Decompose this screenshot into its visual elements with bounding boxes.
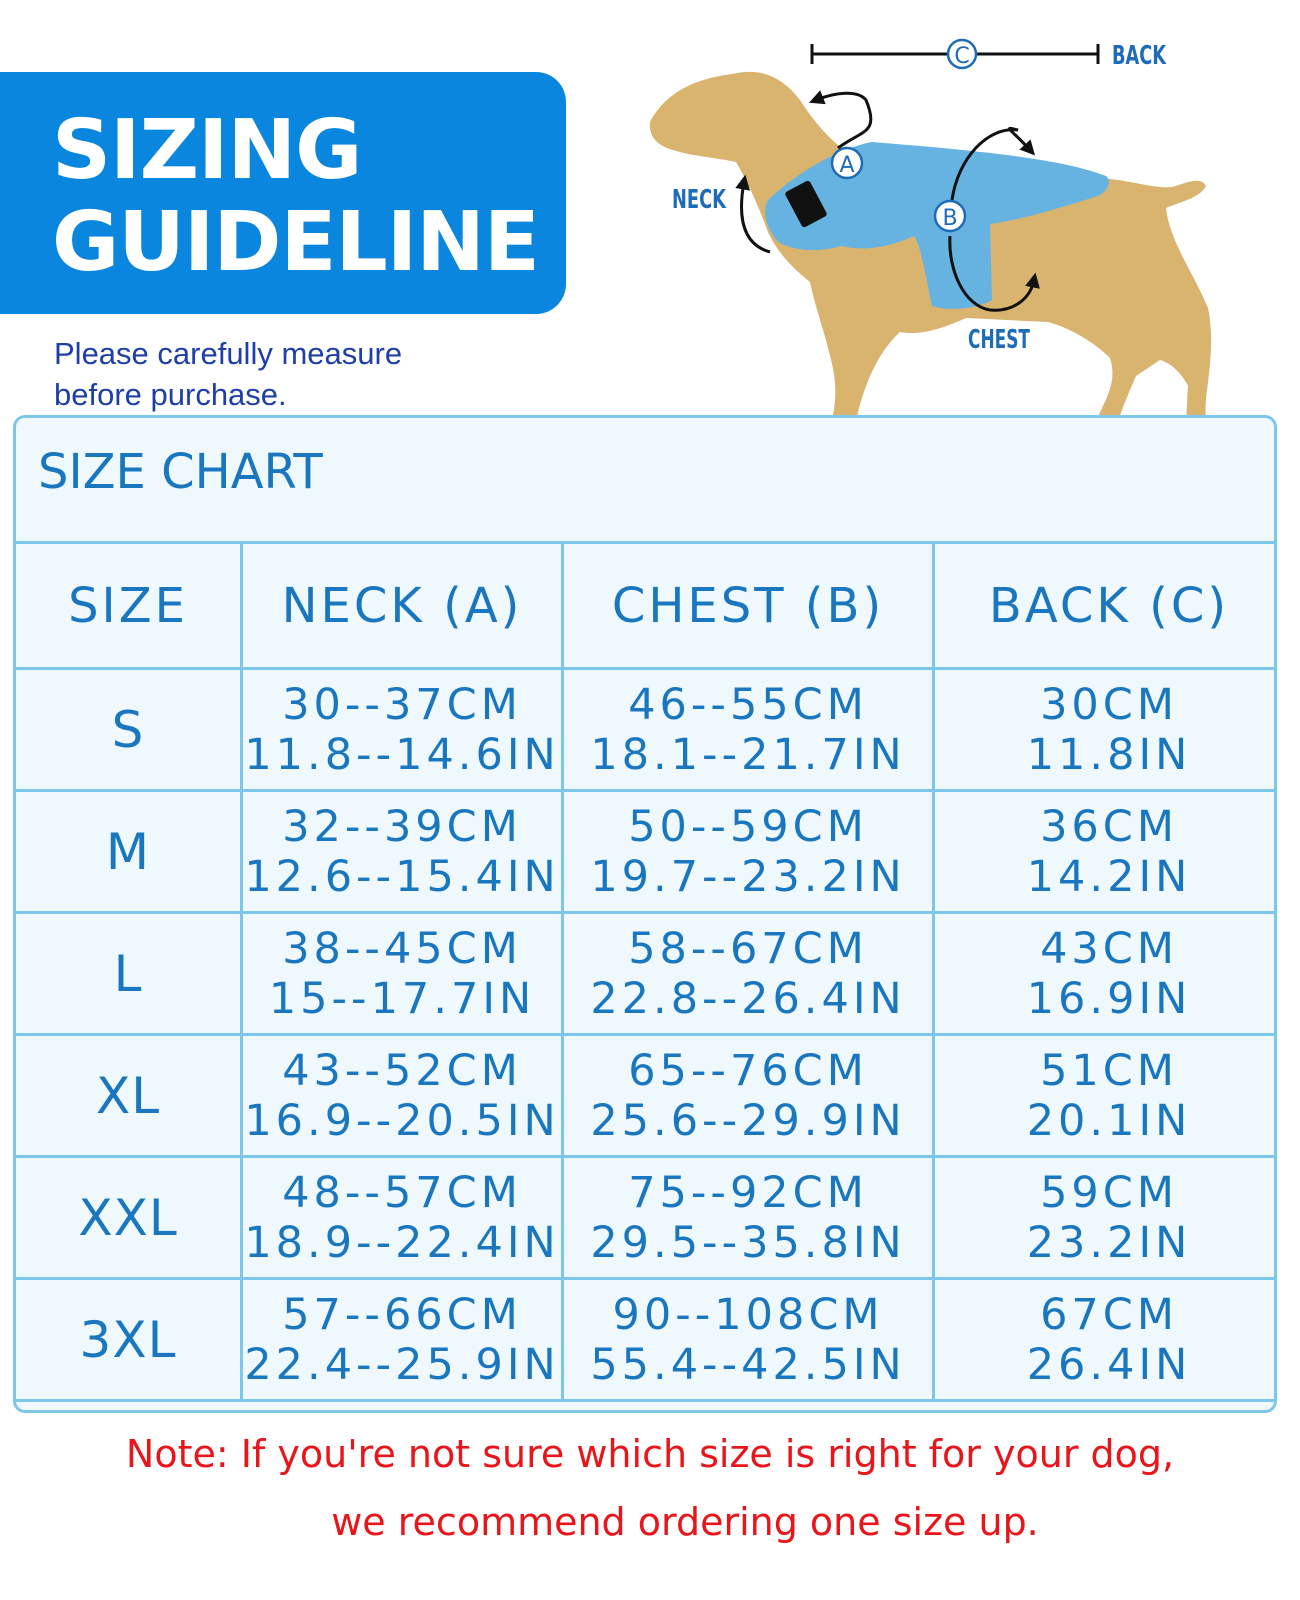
back-cell <box>934 913 1278 1035</box>
neck-cell <box>242 669 563 791</box>
back-in: 16.9IN <box>1026 973 1192 1024</box>
chest-cell <box>563 791 934 913</box>
table-row <box>15 913 1278 1035</box>
table-row <box>15 1279 1278 1401</box>
column-header-neck: NECK (A) <box>242 543 563 669</box>
back-cell <box>934 1035 1278 1157</box>
neck-cell <box>242 1279 563 1401</box>
marker-c: C <box>954 44 970 69</box>
chest-cell <box>563 1157 934 1279</box>
back-in: 11.8IN <box>1026 729 1192 780</box>
column-header-size: SIZE <box>15 543 242 669</box>
neck-cell <box>242 791 563 913</box>
back-cm: 43CM <box>1040 923 1178 974</box>
column-header-back: BACK (C) <box>934 543 1278 669</box>
title-banner <box>0 72 566 314</box>
size-cell: XL <box>15 1035 242 1157</box>
size-chart-title: SIZE CHART <box>38 444 323 500</box>
neck-in: 12.6--15.4IN <box>244 851 560 902</box>
back-in: 14.2IN <box>1026 851 1192 902</box>
neck-cm: 48--57CM <box>282 1167 522 1218</box>
note-line-1: Note: If you're not sure which size is right for your dog, <box>125 1432 1175 1476</box>
subtitle-line-1: Please carefully measure <box>54 336 403 371</box>
chest-in: 29.5--35.8IN <box>590 1217 906 1268</box>
neck-in: 22.4--25.9IN <box>244 1339 560 1390</box>
neck-cm: 57--66CM <box>282 1289 522 1340</box>
chest-cm: 75--92CM <box>628 1167 868 1218</box>
chest-cm: 50--59CM <box>628 801 868 852</box>
note-line-2: we recommend ordering one size up. <box>331 1500 1039 1544</box>
size-cell: 3XL <box>15 1279 242 1401</box>
neck-cell <box>242 913 563 1035</box>
back-cell <box>934 669 1278 791</box>
title-line-1: SIZING <box>52 103 362 198</box>
chest-cell <box>563 1279 934 1401</box>
neck-cm: 38--45CM <box>282 923 522 974</box>
marker-a: A <box>839 153 855 178</box>
chest-cell <box>563 913 934 1035</box>
back-in: 23.2IN <box>1026 1217 1192 1268</box>
back-cm: 51CM <box>1040 1045 1178 1096</box>
back-cm: 59CM <box>1040 1167 1178 1218</box>
size-table <box>13 541 1277 1402</box>
neck-cm: 43--52CM <box>282 1045 522 1096</box>
neck-cell <box>242 1035 563 1157</box>
subtitle <box>54 333 474 415</box>
back-cell <box>934 791 1278 913</box>
chest-in: 19.7--23.2IN <box>590 851 906 902</box>
neck-cm: 32--39CM <box>282 801 522 852</box>
size-cell: XXL <box>15 1157 242 1279</box>
table-row <box>15 1035 1278 1157</box>
back-cell <box>934 1279 1278 1401</box>
back-cm: 36CM <box>1040 801 1178 852</box>
chest-label: CHEST <box>968 325 1031 355</box>
title-line-2: GUIDELINE <box>52 195 539 290</box>
neck-in: 18.9--22.4IN <box>244 1217 560 1268</box>
back-cell <box>934 1157 1278 1279</box>
back-label: BACK <box>1112 41 1167 71</box>
subtitle-line-2: before purchase. <box>54 377 287 412</box>
chest-in: 22.8--26.4IN <box>590 973 906 1024</box>
chest-in: 55.4--42.5IN <box>590 1339 906 1390</box>
table-row <box>15 669 1278 791</box>
size-cell: M <box>15 791 242 913</box>
chest-in: 25.6--29.9IN <box>590 1095 906 1146</box>
chest-cell <box>563 1035 934 1157</box>
table-row <box>15 1157 1278 1279</box>
chest-cm: 90--108CM <box>612 1289 884 1340</box>
sizing-note <box>0 1420 1300 1556</box>
size-cell: L <box>15 913 242 1035</box>
neck-in: 15--17.7IN <box>268 973 536 1024</box>
neck-in: 11.8--14.6IN <box>244 729 560 780</box>
header-row <box>15 543 1278 669</box>
size-cell: S <box>15 669 242 791</box>
table-row <box>15 791 1278 913</box>
neck-cell <box>242 1157 563 1279</box>
marker-b: B <box>942 206 958 231</box>
chest-in: 18.1--21.7IN <box>590 729 906 780</box>
size-chart <box>13 415 1277 1413</box>
chest-cm: 58--67CM <box>628 923 868 974</box>
back-cm: 67CM <box>1040 1289 1178 1340</box>
chest-cm: 46--55CM <box>628 679 868 730</box>
neck-label: NECK <box>672 185 727 215</box>
back-in: 26.4IN <box>1026 1339 1192 1390</box>
back-cm: 30CM <box>1040 679 1178 730</box>
neck-in: 16.9--20.5IN <box>244 1095 560 1146</box>
column-header-chest: CHEST (B) <box>563 543 934 669</box>
back-in: 20.1IN <box>1026 1095 1192 1146</box>
chest-cm: 65--76CM <box>628 1045 868 1096</box>
neck-cm: 30--37CM <box>282 679 522 730</box>
chest-cell <box>563 669 934 791</box>
